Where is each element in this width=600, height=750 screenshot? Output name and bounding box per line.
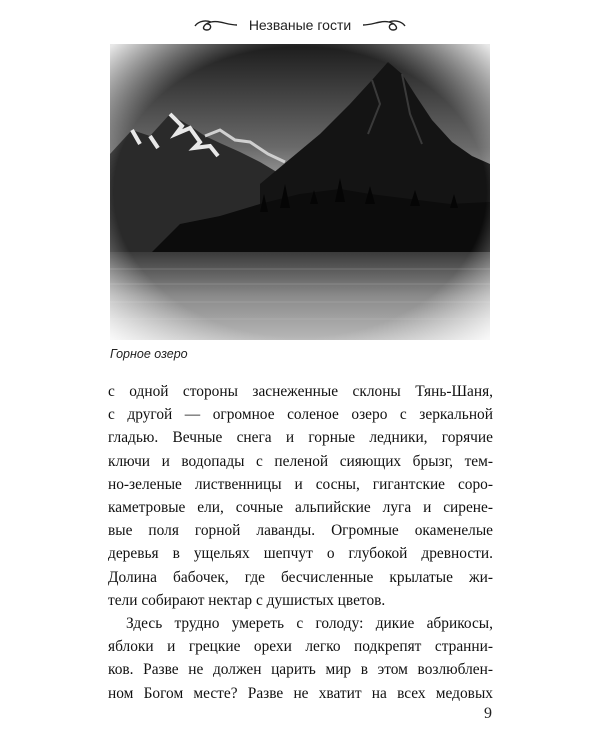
mountain-lake-photo bbox=[110, 44, 490, 340]
text-line: яблоки и грецкие орехи легко подкрепят странни- bbox=[108, 638, 493, 656]
text-line: тели собирают нектар с душистых цветов. bbox=[108, 591, 386, 609]
text-line: гладью. Вечные снега и горные ледники, горячие bbox=[108, 429, 493, 447]
text-line: Здесь трудно умереть с голоду: дикие абрикосы, bbox=[126, 615, 493, 633]
text-line: но-зеленые лиственницы и сосны, гигантские соро- bbox=[108, 475, 493, 493]
figure-caption: Горное озеро bbox=[110, 347, 188, 361]
running-header bbox=[0, 12, 600, 38]
text-line: вые поля горной лаванды. Огромные окаменелые bbox=[108, 522, 493, 540]
text-line: ном Богом месте? Разве не хватит на всех медовых bbox=[108, 684, 493, 702]
body-text bbox=[108, 380, 493, 705]
text-line: каметровые ели, сочные альпийские луга и сирене- bbox=[108, 499, 493, 517]
swirl-ornament-icon bbox=[361, 17, 407, 33]
text-line: Долина бабочек, где бесчисленные крылатые жи- bbox=[108, 568, 493, 586]
header-title: Незваные гости bbox=[248, 17, 352, 33]
text-line: с другой — огромное соленое озеро с зеркальной bbox=[108, 406, 493, 424]
swirl-ornament-icon bbox=[193, 17, 239, 33]
text-line: деревья в ущельях шепчут о глубокой древности. bbox=[108, 545, 493, 563]
text-line: ключи и водопады с пеленой сияющих брызг, тем- bbox=[108, 452, 493, 470]
text-line: с одной стороны заснеженные склоны Тянь-Шаня, bbox=[108, 383, 493, 400]
text-line: ков. Разве не должен царить мир в этом возлюблен- bbox=[108, 661, 493, 679]
page-number: 9 bbox=[484, 705, 492, 722]
